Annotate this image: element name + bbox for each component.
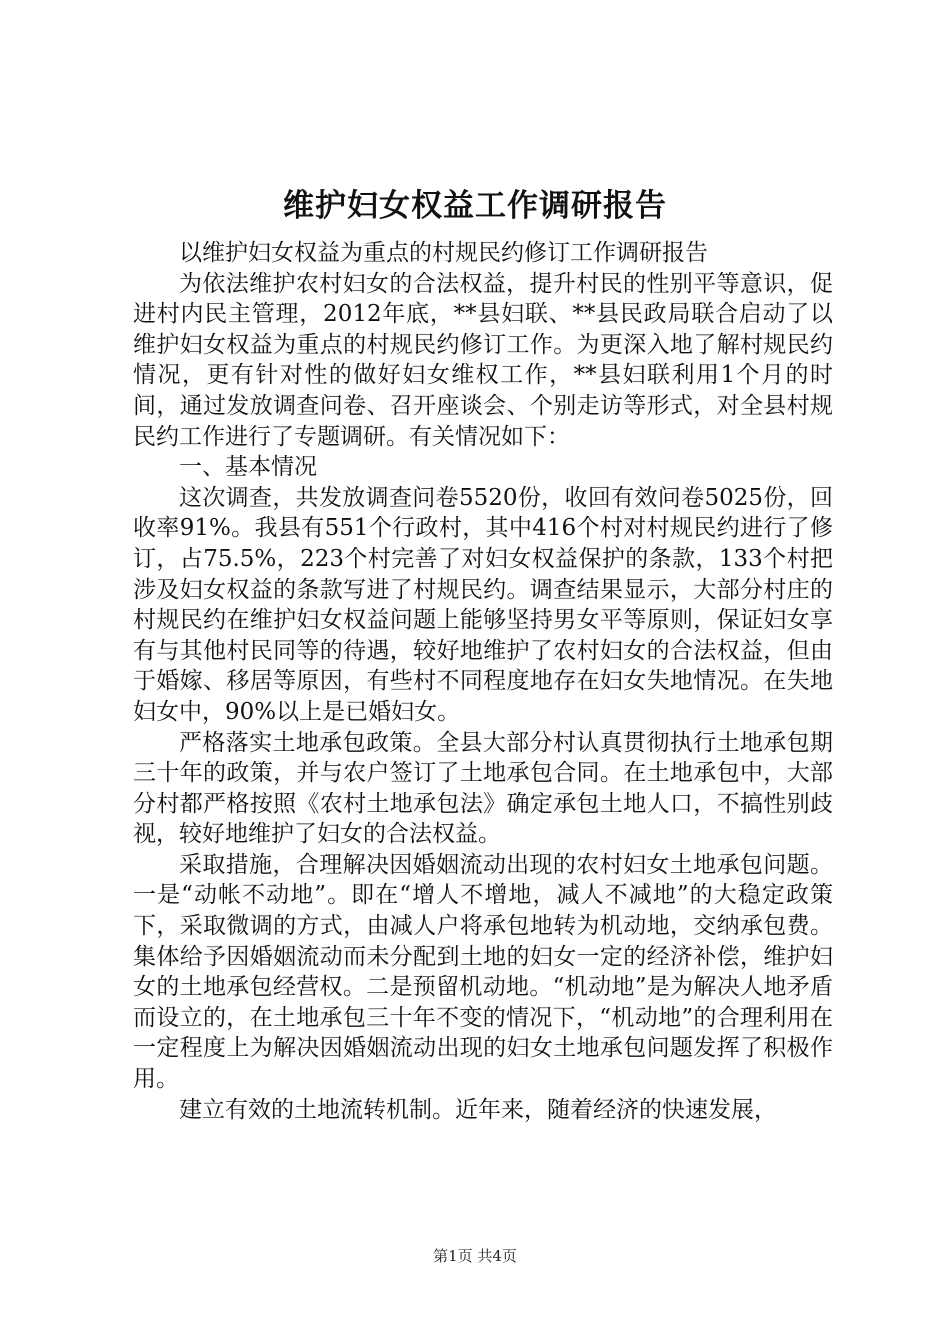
paragraph-measures: 采取措施，合理解决因婚姻流动出现的农村妇女土地承包问题。一是“动帐不动地”。即在“增人不增地，减人不减地”的大稳定政策下，采取微调的方式，由减人户将承包地转为机动地，交纳承包费。集体给予因婚姻流动而未分配到土地的妇女一定的经济补偿，维护妇女的土地承包经营权。二是预留机动地。“机动地”是为解决人地矛盾而设立的，在土地承包三十年不变的情况下，“机动地”的合理利用在一定程度上为解决因婚姻流动出现的妇女土地承包问题发挥了积极作用。	[133, 851, 833, 1093]
paragraph-intro: 为依法维护农村妇女的合法权益，提升村民的性别平等意识，促进村内民主管理，2012年底，**县妇联、**县民政局联合启动了以维护妇女权益为重点的村规民约修订工作。为更深入地了解村规民约情况，更有针对性的做好妇女维权工作，**县妇联利用1个月的时间，通过发放调查问卷、召开座谈会、个别走访等形式，对全县村规民约工作进行了专题调研。有关情况如下：	[133, 270, 833, 450]
paragraph-subtitle: 以维护妇女权益为重点的村规民约修订工作调研报告	[179, 240, 708, 266]
paragraph-land-policy: 严格落实土地承包政策。全县大部分村认真贯彻执行土地承包期三十年的政策，并与农户签订了土地承包合同。在土地承包中，大部分村都严格按照《农村土地承包法》确定承包土地人口，不搞性别歧视，较好地维护了妇女的合法权益。	[133, 729, 833, 848]
document-body	[133, 238, 833, 1125]
section-heading-basic: 一、基本情况	[179, 454, 317, 481]
document-title: 维护妇女权益工作调研报告	[283, 188, 667, 224]
paragraph-survey: 这次调查，共发放调查问卷5520份，收回有效问卷5025份，回收率91%。我县有551个行政村，其中416个村对村规民约进行了修订，占75.5%，223个村完善了对妇女权益保护的条款，133个村把涉及妇女权益的条款写进了村规民约。调查结果显示，大部分村庄的村规民约在维护妇女权益问题上能够坚持男女平等原则，保证妇女享有与其他村民同等的待遇，较好地维护了农村妇女的合法权益，但由于婚嫁、移居等原因，有些村不同程度地存在妇女失地情况。在失地妇女中，90%以上是已婚妇女。	[133, 484, 833, 725]
page-number: 第1页 共4页	[433, 1247, 517, 1265]
paragraph-land-transfer: 建立有效的土地流转机制。近年来，随着经济的快速发展，	[179, 1096, 777, 1123]
